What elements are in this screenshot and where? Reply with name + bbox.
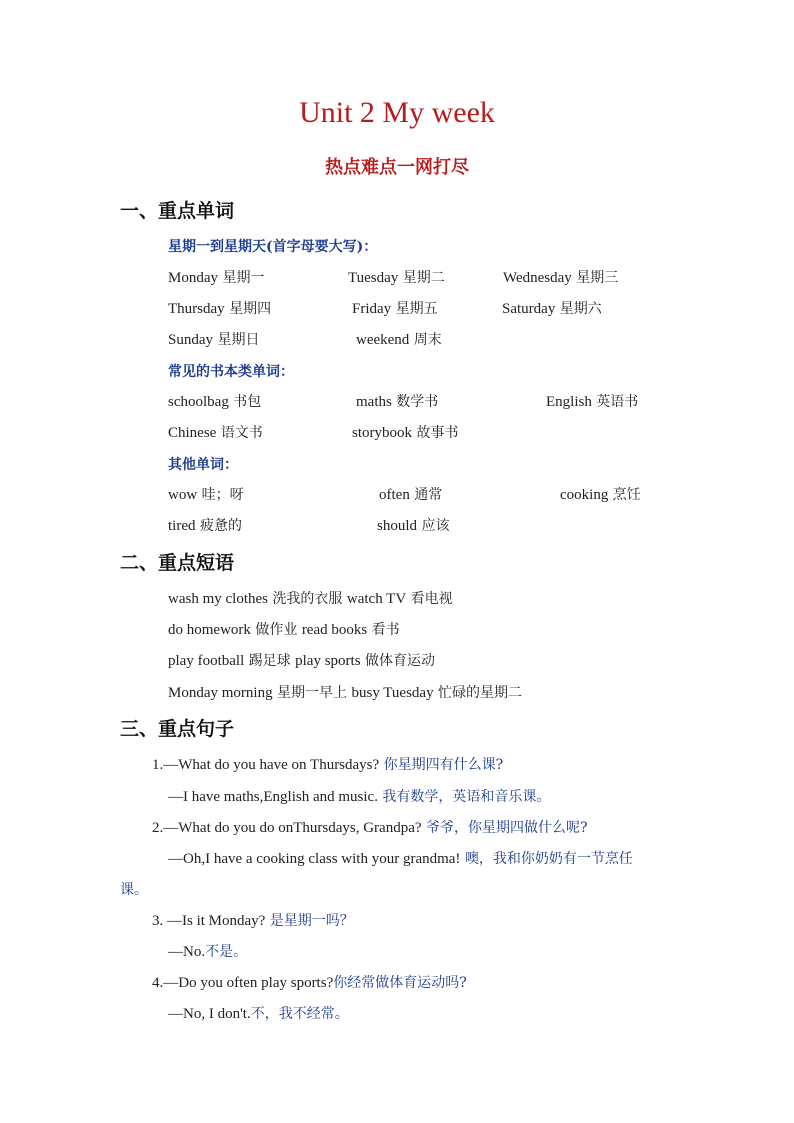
subheading-books: 常见的书本类单词： (168, 364, 294, 380)
word-entry: maths 数学书 (356, 394, 439, 410)
sentence-line: —Oh,I have a cooking class with your grandma! 噢，我和你奶奶有一节烹任 (168, 851, 633, 867)
phrase-line: do homework 做作业 read books 看书 (168, 622, 400, 638)
subheading-others: 其他单词： (168, 457, 238, 473)
word-entry: Wednesday 星期三 (503, 270, 619, 286)
word-entry: Sunday 星期日 (168, 332, 260, 348)
sentence-line: —No.不是。 (168, 944, 248, 960)
sentence-line: 4.—Do you often play sports?你经常做体育运动吗? (152, 975, 467, 991)
word-entry: Friday 星期五 (352, 301, 438, 317)
sentence-line: —I have maths,English and music. 我有数学，英语和音乐课。 (168, 789, 551, 805)
word-entry: Thursday 星期四 (168, 301, 272, 317)
sentence-line: 3. —Is it Monday? 是星期一吗？ (152, 913, 354, 929)
sentence-line: 2.—What do you do onThursdays, Grandpa? 爷爷，你星期四做什么呢? (152, 820, 588, 836)
phrase-line: play football 踢足球 play sports 做体育运动 (168, 653, 436, 669)
word-entry: Chinese 语文书 (168, 425, 263, 441)
sentence-line: 1.—What do you have on Thursdays? 你星期四有什么课? (152, 757, 504, 773)
word-entry: schoolbag 书包 (168, 394, 262, 410)
word-entry: should 应该 (377, 518, 450, 534)
sentence-line: —No, I don't.不，我不经常。 (168, 1006, 349, 1022)
word-entry: tired 疲惫的 (168, 518, 242, 534)
word-entry: Tuesday 星期二 (348, 270, 445, 286)
word-entry: wow 哇；呀 (168, 487, 244, 503)
word-entry: Saturday 星期六 (502, 301, 602, 317)
page-title: Unit 2 My week (299, 96, 495, 129)
section-heading-sentences: 三、重点句子 (120, 718, 235, 740)
subheading-days: 星期一到星期天(首字母要大写)： (168, 239, 378, 255)
phrase-line: wash my clothes 洗我的衣服 watch TV 看电视 (168, 591, 453, 607)
sentence-line: 课。 (120, 882, 148, 898)
word-entry: cooking 烹饪 (560, 487, 641, 503)
word-entry: weekend 周末 (356, 332, 442, 348)
word-entry: English 英语书 (546, 394, 639, 410)
word-entry: Monday 星期一 (168, 270, 265, 286)
section-heading-words: 一、重点单词 (120, 200, 235, 222)
word-entry: storybook 故事书 (352, 425, 459, 441)
phrase-line: Monday morning 星期一早上 busy Tuesday 忙碌的星期二 (168, 685, 523, 701)
word-entry: often 通常 (379, 487, 443, 503)
section-heading-phrases: 二、重点短语 (120, 552, 235, 574)
page-subtitle: 热点难点一网打尽 (325, 157, 469, 178)
